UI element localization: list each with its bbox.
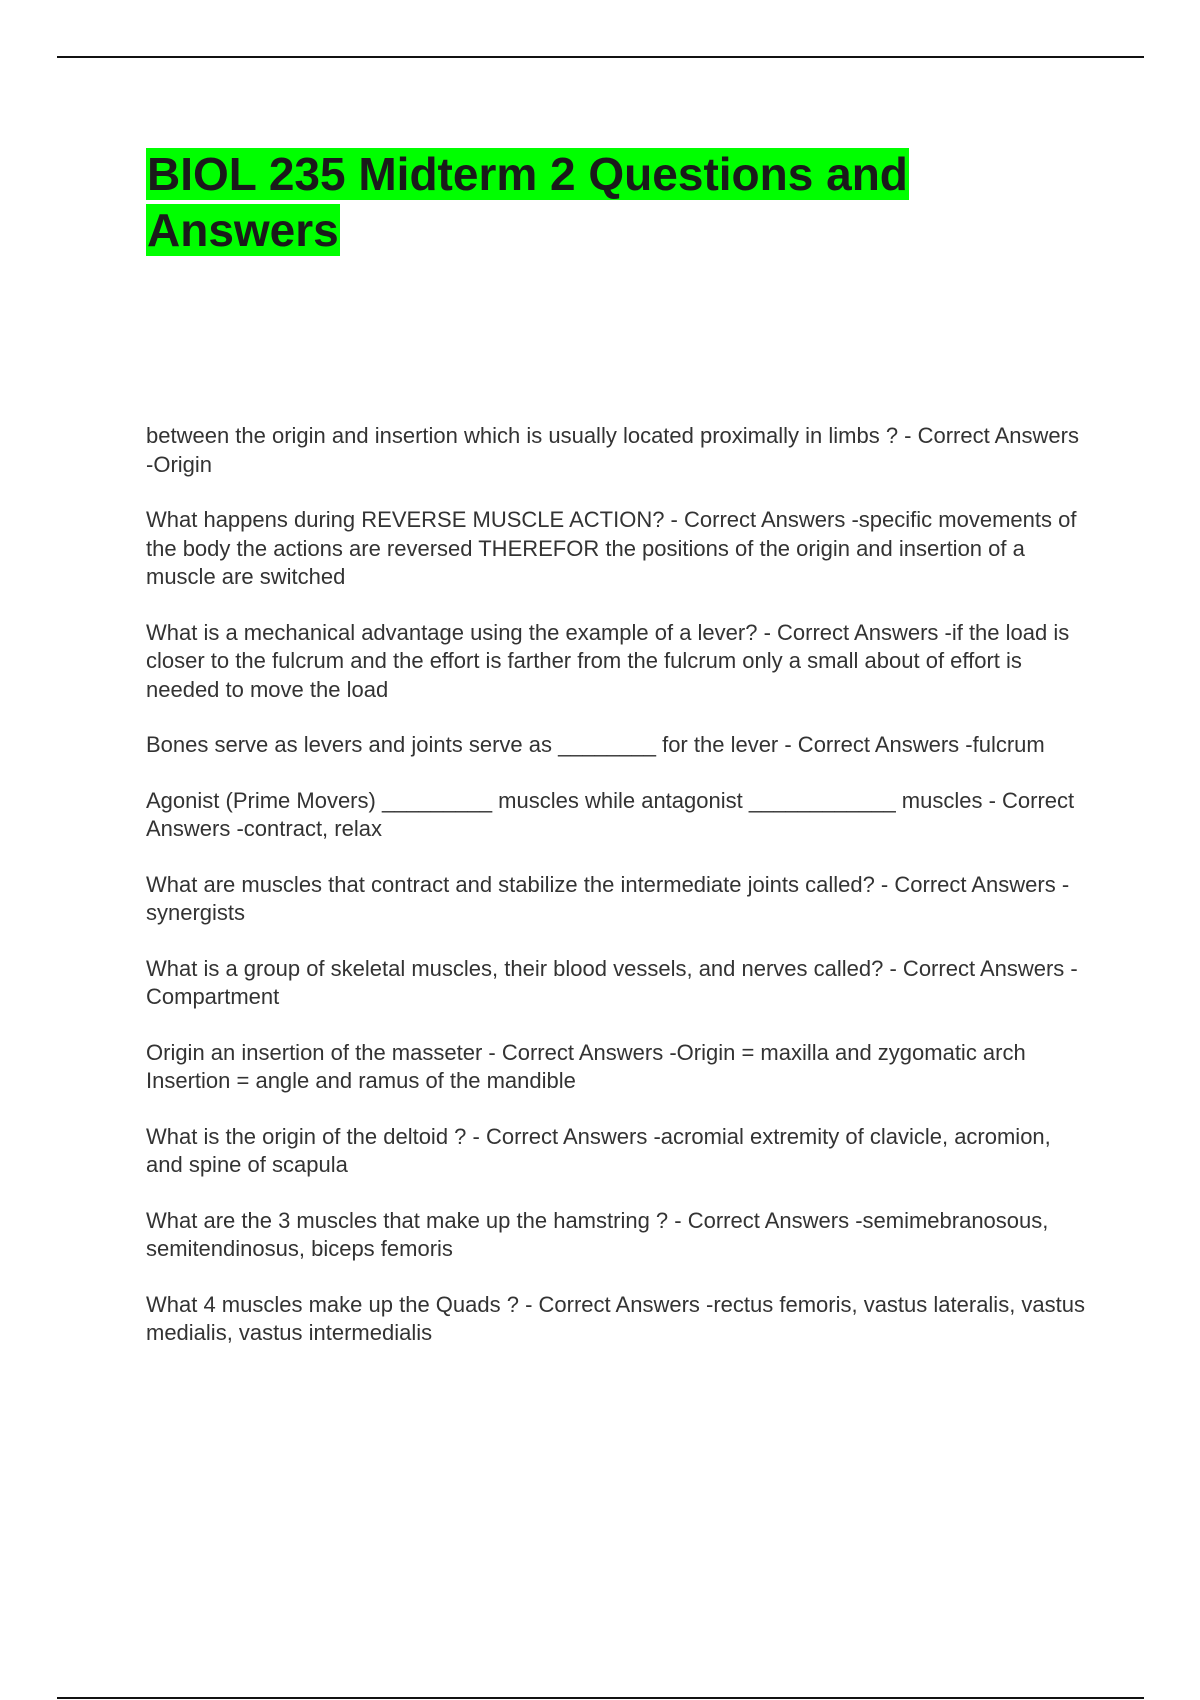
- qa-list: [146, 422, 1091, 1348]
- qa-item: Agonist (Prime Movers) _________ muscles while antagonist ____________ muscles - Correct Answers -contract, relax: [146, 787, 1075, 841]
- qa-item: What is a group of skeletal muscles, their blood vessels, and nerves called? - Correct Answers -Compartment: [146, 955, 1078, 1009]
- qa-item: What 4 muscles make up the Quads ? - Correct Answers -rectus femoris, vastus lateralis, vastus medialis, vastus intermedialis: [146, 1291, 1086, 1345]
- qa-item: between the origin and insertion which is usually located proximally in limbs ? - Correct Answers -Origin: [146, 423, 1079, 477]
- header-rule: [57, 56, 1144, 58]
- qa-item: What is a mechanical advantage using the example of a lever? - Correct Answers -if the load is closer to the fulcrum and the effort is farther from the fulcrum only a small about of effort is needed to move the load: [146, 619, 1070, 702]
- qa-item: Bones serve as levers and joints serve as ________ for the lever - Correct Answers -fulcrum: [146, 732, 1045, 757]
- footer-rule: [57, 1697, 1144, 1699]
- qa-item: What are the 3 muscles that make up the hamstring ? - Correct Answers -semimebranosous, semitendinosus, biceps femoris: [146, 1207, 1049, 1261]
- qa-item: What are muscles that contract and stabilize the intermediate joints called? - Correct Answers -synergists: [146, 871, 1070, 925]
- qa-item: Origin an insertion of the masseter - Correct Answers -Origin = maxilla and zygomatic arch Insertion = angle and ramus of the mandible: [146, 1039, 1026, 1093]
- document-title: [146, 146, 966, 258]
- title-highlight: BIOL 235 Midterm 2 Questions and Answers: [147, 148, 908, 256]
- qa-item: What happens during REVERSE MUSCLE ACTION? - Correct Answers -specific movements of the body the actions are reversed THEREFOR the positions of the origin and insertion of a muscle are switched: [146, 507, 1077, 589]
- qa-item: What is the origin of the deltoid ? - Correct Answers -acromial extremity of clavicle, acromion, and spine of scapula: [146, 1123, 1051, 1177]
- page-content: [146, 146, 1091, 1375]
